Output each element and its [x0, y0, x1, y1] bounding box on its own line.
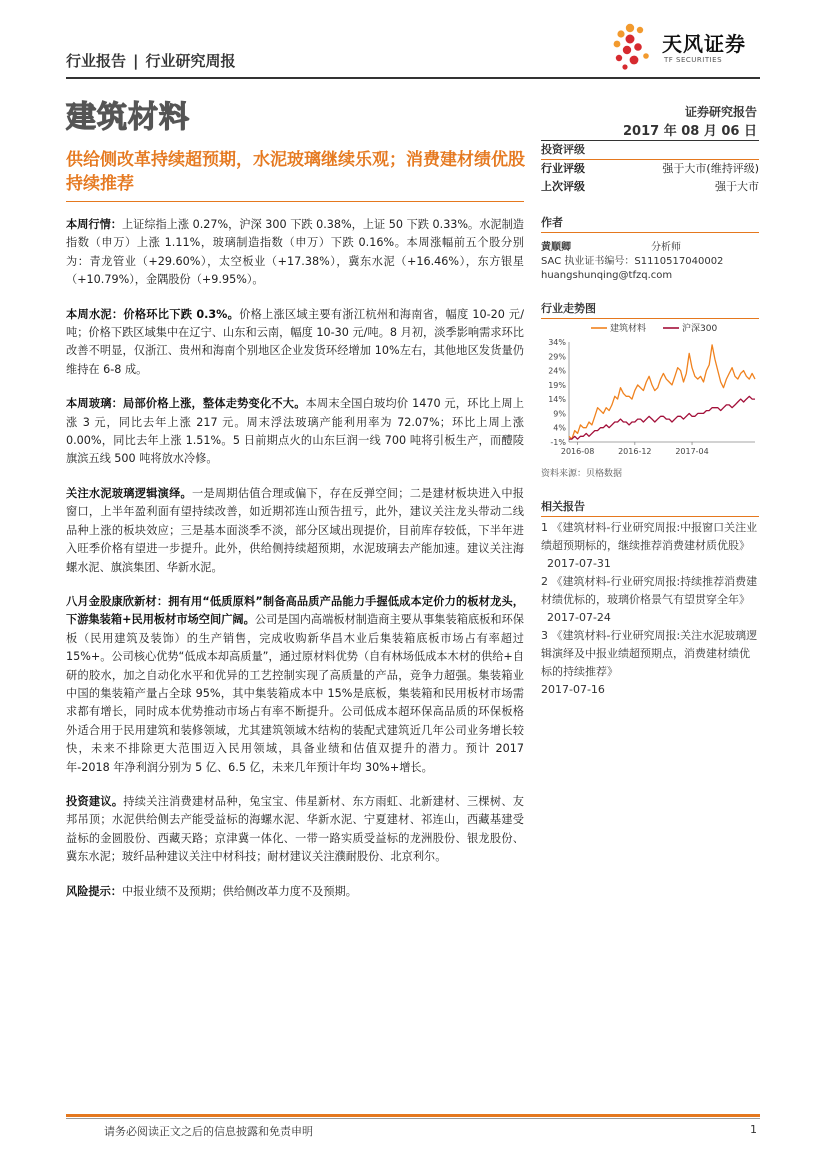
related-section: [541, 498, 759, 699]
page-number: 1: [750, 1123, 757, 1136]
author-header: 作者: [541, 214, 759, 233]
logo-name: 天风证券: [662, 32, 746, 56]
headline-divider: [66, 201, 524, 202]
legend-label: 建筑材料: [610, 324, 647, 334]
paragraph-market: 本周行情：上证综指上涨 0.27%，沪深 300 下跌 0.38%，上证 50 下跌 0.33%。水泥制造指数（申万）上涨 1.11%，玻璃制造指数（申万）下跌 0.16%。本周涨幅前五个股分别为：青龙管业（+29.60%），太空板业（+17.38%），冀东水泥（+16.46%），东方银星（+10.79%），金隅股份（+9.95%）。: [66, 218, 524, 287]
author-section: [541, 214, 759, 283]
chart-source: 资料来源：贝格数据: [541, 469, 623, 479]
x-tick-label: 2017-04: [675, 447, 709, 456]
tf-logo-icon: [608, 20, 660, 72]
paragraph-risk: 风险提示：中报业绩不及预期；供给侧改革力度不及预期。: [66, 884, 357, 898]
trend-section: [541, 300, 759, 319]
related-list: [541, 519, 759, 699]
report-date: 2017 年 08 月 06 日: [623, 124, 757, 139]
footer-divider: [66, 1118, 760, 1119]
rating-section: [541, 141, 759, 196]
breadcrumb-item[interactable]: 行业研究周报: [145, 52, 236, 70]
related-report[interactable]: 1 《建筑材料-行业研究周报:中报窗口关注业绩超预期标的，继续推荐消费建材质优股》2017-07-31: [541, 521, 758, 570]
trend-header: 行业走势图: [541, 300, 759, 319]
legend-label: 沪深300: [682, 324, 718, 334]
paragraph-cement: 本周水泥：价格环比下跌 0.3%。价格上涨区域主要有浙江杭州和海南省，幅度 10-20 元/吨；价格下跌区域集中在辽宁、山东和云南，幅度 10-30 元/吨。8 月初，淡季影响需求环比改善不明显，仅浙江、贵州和海南个别地区企业发货环经增加 10%左右，其他地区发货量仍维持在 6-8 成。: [66, 307, 524, 376]
x-tick-label: 2016-12: [618, 447, 652, 456]
y-tick-label: 24%: [548, 366, 566, 376]
paragraph-glass: 本周玻璃：局部价格上涨，整体走势变化不大。本周末全国白玻均价 1470 元，环比上周上涨 3 元，同比去年上涨 217 元。周末浮法玻璃产能利用率为 72.07%；环比上周上涨 0.00%，同比去年上涨 1.51%。5 日前期点火的山东巨润一线 700 吨将引板生产，而醴陵旗滨五线 500 吨将放水冷修。: [66, 397, 524, 466]
series-line: [569, 396, 755, 439]
rating-row: 上次评级 强于大市: [541, 180, 759, 193]
sector-title: 建筑材料: [66, 100, 190, 135]
breadcrumb-item[interactable]: 行业报告: [66, 52, 127, 70]
footer-disclaimer[interactable]: 请务必阅读正文之后的信息披露和免责申明: [104, 1125, 313, 1138]
y-tick-label: 9%: [553, 409, 566, 419]
rating-row: 行业评级 强于大市(维持评级): [541, 162, 759, 175]
rating-header: 投资评级: [541, 141, 759, 160]
headline: 供给侧改革持续超预期，水泥玻璃继续乐观；消费建材绩优股持续推荐: [66, 150, 525, 194]
breadcrumb: [66, 50, 236, 71]
analyst-email[interactable]: huangshunqing@tfzq.com: [541, 270, 673, 281]
breadcrumb-separator: |: [133, 52, 139, 70]
paragraph-golden-stock: 八月金股康欣新材：拥有用“低质原料”制备高品质产品能力手握低成本定价力的板材龙头，下游集装箱+民用板材市场空间广阔。公司是国内高端板材制造商主要从事集装箱底板和环保板（民用建筑及装饰）的生产销售，完成收购新华昌木业后集装箱底板市场占有率超过 15%+。公司核心优势“低成本却高质量”，通过原材料优势（自有林场低成本木材的供给+自研的胶水，加之自动化水平和优异的工艺控制实现了高质量的产品，竞争力超强。集装箱业中国的集装箱产量占全球 95%，其中集装箱成本中 15%是底板，集装箱和民用板材市场需求都有增长，同时成本优势推动市场占有率不断提升。公司低成本超环保高品质的环保板格外适合用于民用建筑和装修领域，尤其建筑领域木结构的装配式建筑近几年公司业务增长较快，未来不排除更大范围迈入民用领域，具备业绩和估值双提升的潜力。预计 2017 年-2018 年净利润分别为 5 亿、6.5 亿，未来几年预计年均 30%+增长。: [66, 594, 524, 774]
y-tick-label: 19%: [548, 380, 566, 390]
y-tick-label: -1%: [550, 438, 566, 447]
analyst-title: 分析师: [651, 242, 681, 253]
analyst-name: 黄顺卿: [541, 242, 571, 253]
logo-english: TF SECURITIES: [664, 56, 723, 64]
related-report[interactable]: 2 《建筑材料-行业研究周报:持续推荐消费建材绩优标的，玻璃价格景气有望贯穿全年》2017-07-24: [541, 575, 758, 624]
report-type: 证券研究报告: [684, 105, 757, 119]
y-tick-label: 34%: [548, 338, 566, 347]
analyst-sac: SAC 执业证书编号：S1110517040002: [541, 256, 724, 267]
header-divider: [66, 77, 760, 79]
main-body: [66, 216, 524, 917]
y-tick-label: 4%: [553, 423, 566, 433]
related-header: 相关报告: [541, 498, 759, 517]
related-report[interactable]: 3 《建筑材料-行业研究周报:关注水泥玻璃逻辑演绎及中报业绩超预期点，消费建材绩优标的持续推荐》 2017-07-16: [541, 629, 758, 696]
trend-chart: [541, 318, 759, 458]
footer-accent-bar: [66, 1114, 760, 1117]
y-tick-label: 14%: [548, 395, 566, 405]
x-tick-label: 2016-08: [560, 447, 595, 456]
y-tick-label: 29%: [548, 352, 566, 362]
paragraph-investment: 投资建议。持续关注消费建材品种，兔宝宝、伟星新材、东方雨虹、北新建材、三棵树、友邦吊顶；水泥供给侧去产能受益标的海螺水泥、华新水泥、宁夏建材、祁连山，西藏基建受益标的金圆股份、西藏天路；京津冀一体化、一带一路实质受益标的龙洲股份、银龙股份、冀东水泥；玻纤品种建议关注中材科技；耐材建议关注濮耐股份、北京利尔。: [66, 794, 524, 864]
paragraph-logic: 关注水泥玻璃逻辑演绎。一是周期估值合理或偏下，存在反弹空间；二是建材板块进入中报窗口，上半年盈利面有望持续改善，如近期祁连山预告扭亏，此外，建议关注龙头带动二线品种上涨的板块效应；三是基本面淡季不淡，部分区域出现提价，目前库存较低，下半年进入旺季价格有望进一步提升。此外，供给侧持续超预期，水泥玻璃去产能加速。建议关注海螺水泥、旗滨集团、华新水泥。: [66, 486, 524, 574]
series-line: [569, 345, 755, 439]
